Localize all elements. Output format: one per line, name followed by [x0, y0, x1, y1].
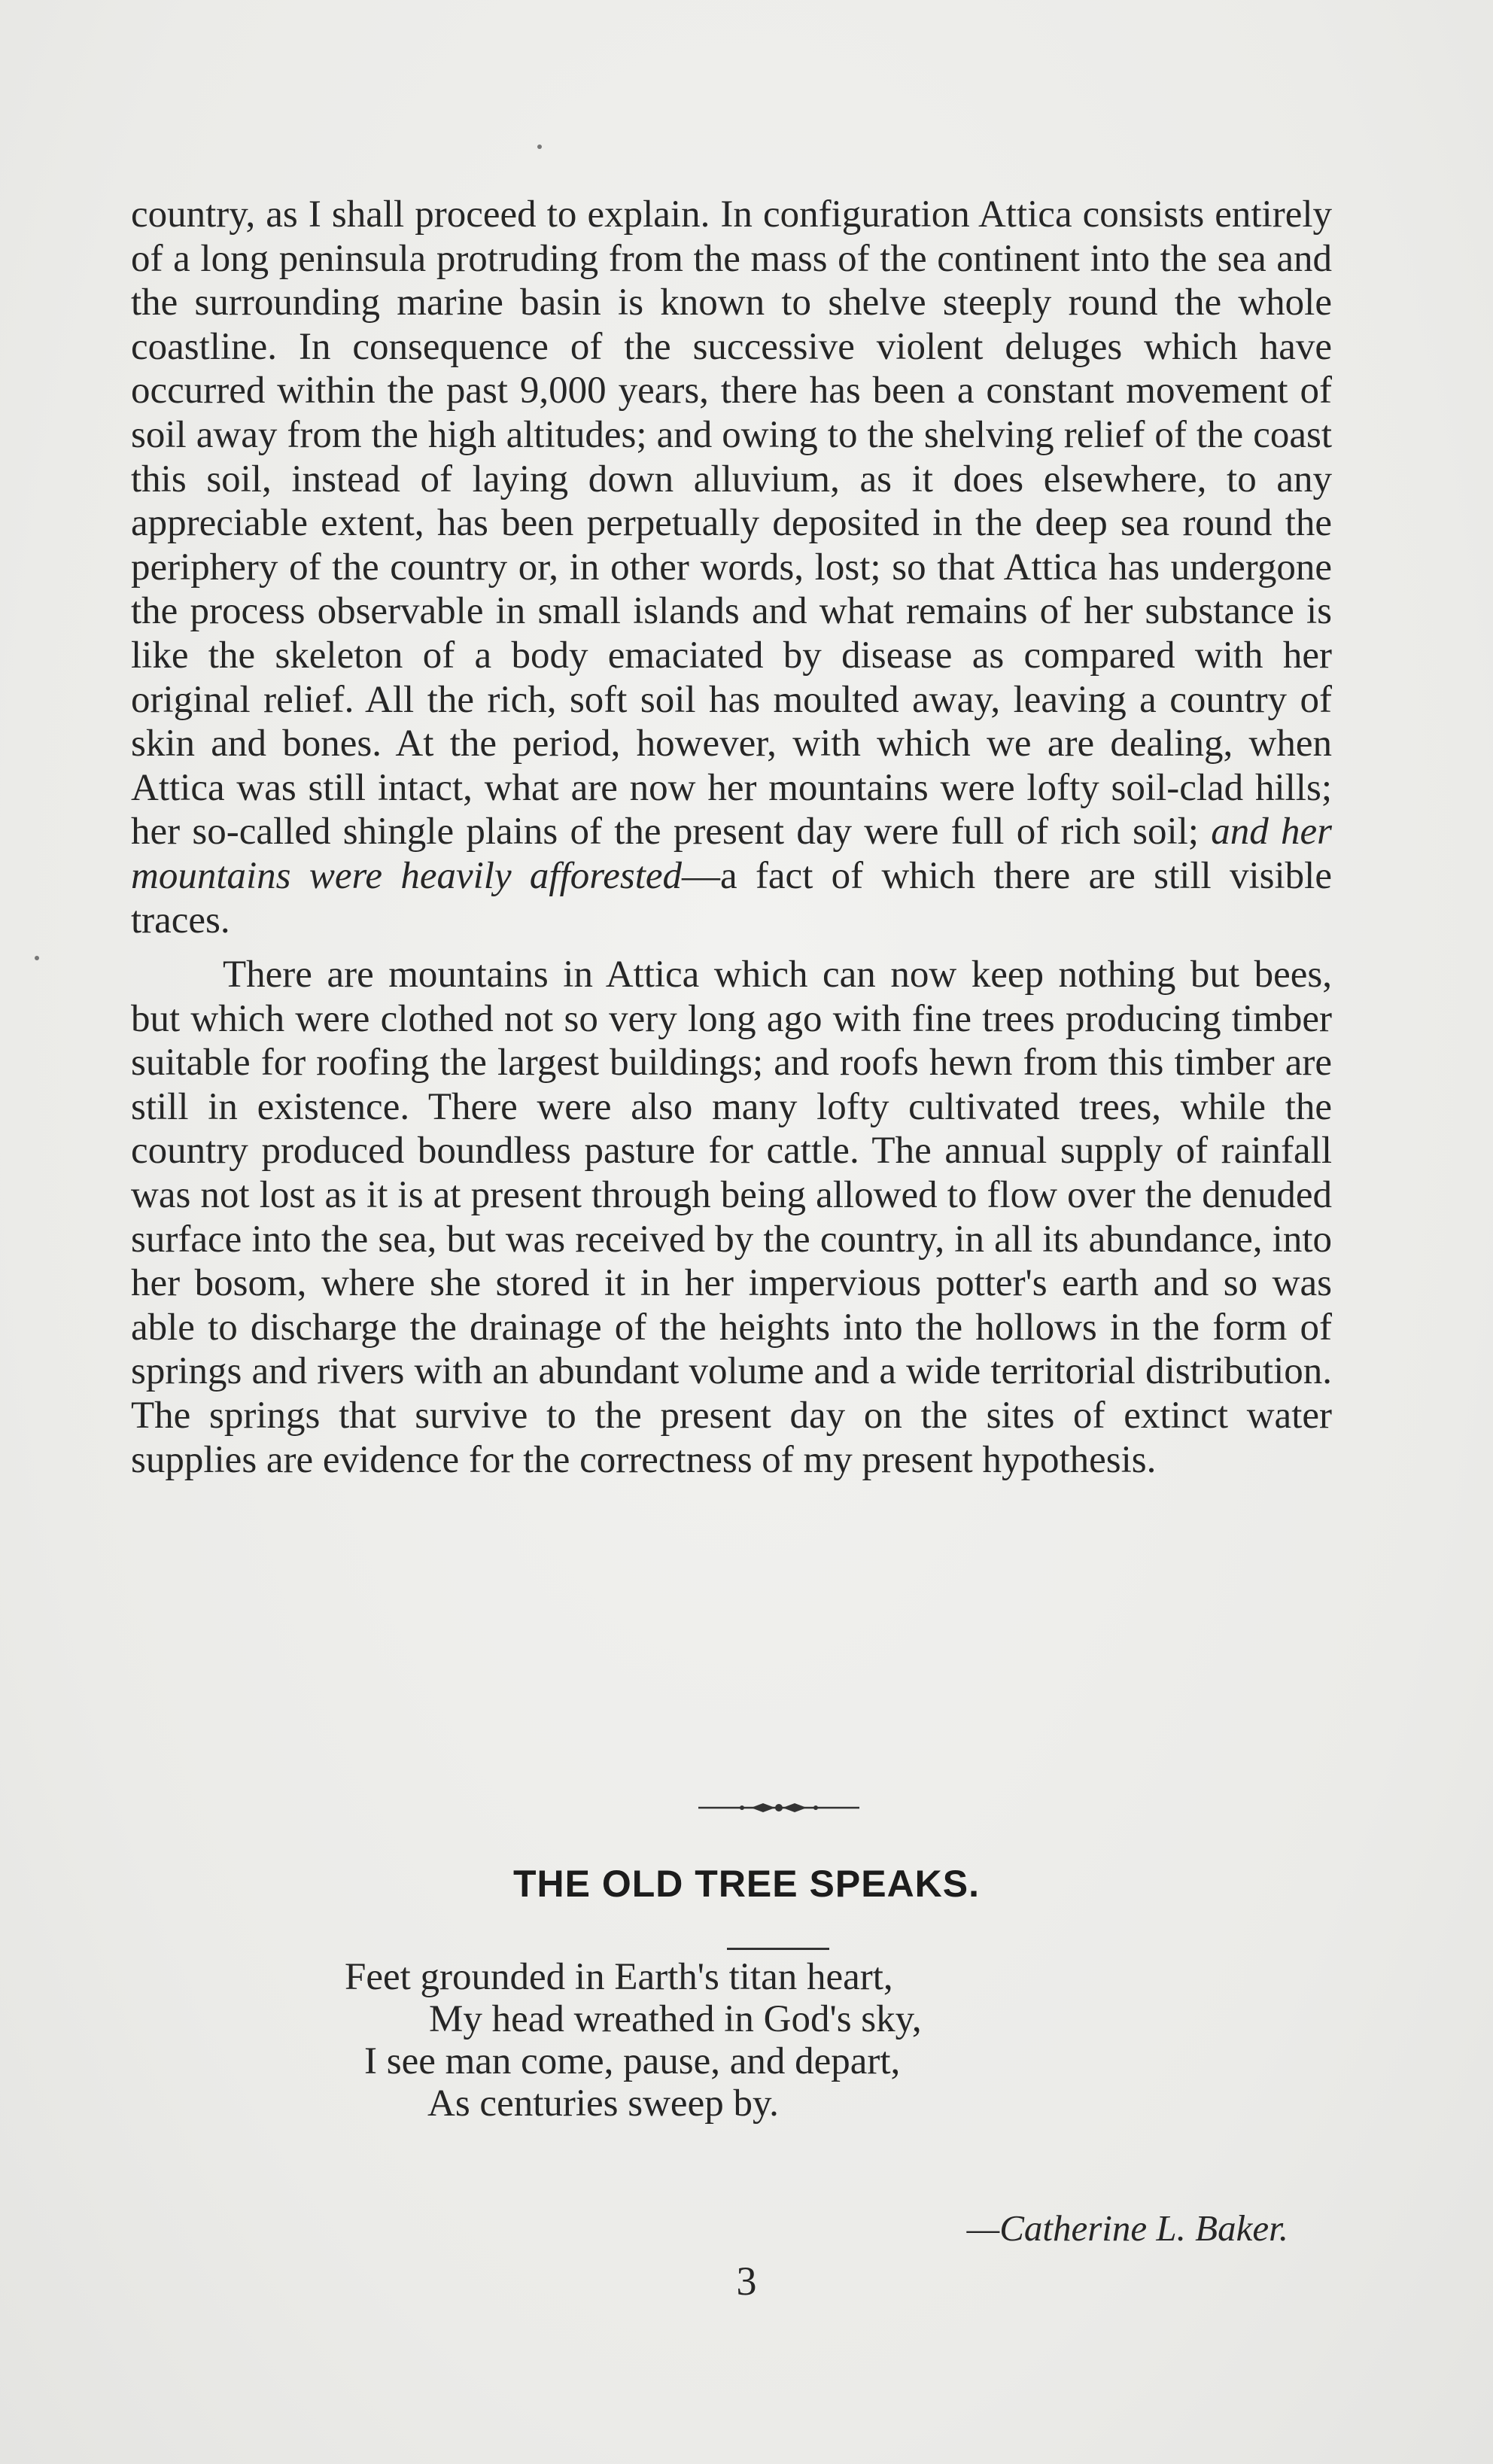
poem-line-1: Feet grounded in Earth's titan heart, [345, 1956, 893, 1998]
poem-attribution: —Catherine L. Baker. [966, 2207, 1288, 2249]
paragraph-1-tail: —a fact of which there are still visible traces. [131, 854, 1332, 941]
stray-ink-mark [35, 956, 39, 960]
paragraph-1 [131, 193, 1332, 942]
paragraph-1-text: country, as I shall proceed to explain. In configuration Attica consists entirely of a long peninsula protruding from the mass of the continent into the sea and the surrounding marine basin is known to shelve steeply round the whole coastline. In consequence of the successive violent deluges which have occurred within the past 9,000 years, there has been a constant movement of soil away from the high altitudes; and owing to the shelving relief of the coast this soil, instead of laying down alluvium, as it does elsewhere, to any appreciable extent, has been perpetually deposited in the deep sea round the periphery of the country or, in other words, lost; so that Attica has undergone the process observable in small islands and what remains of her substance is like the skeleton of a body emaciated by disease as compared with her original relief. All the rich, soft soil has moulted away, leaving a country of skin and bones. At the period, however, with which we are dealing, when Attica was still intact, what are now her mountains were lofty soil-clad hills; her so-called shingle plains of the present day were full of rich soil; [131, 193, 1332, 853]
poem-line-3: I see man come, pause, and depart, [364, 2040, 901, 2082]
ornament-divider-icon [698, 1795, 859, 1821]
title-underline [727, 1948, 829, 1950]
page-number: 3 [736, 2259, 757, 2304]
poem-line-2: My head wreathed in God's sky, [429, 1998, 922, 2040]
stray-ink-mark [537, 144, 542, 149]
poem-title: THE OLD TREE SPEAKS. [512, 1863, 981, 1905]
paragraph-1-italic: and her mountains were heavily afforested [131, 811, 1332, 897]
paragraph-2: There are mountains in Attica which can now keep nothing but bees, but which were clothed not so very long ago with fine trees producing timber suitable for roofing the largest buildings; and roofs hewn from this timber are still in existence. There were also many lofty cultivated trees, while the country produced boundless pasture for cattle. The annual supply of rainfall was not lost as it is at present through being allowed to flow over the denuded surface into the sea, but was received by the country, in all its abundance, into her bosom, where she stored it in her impervious potter's earth and so was able to discharge the drainage of the heights into the hollows in the form of springs and rivers with an abundant volume and a wide territorial distribution. The springs that survive to the present day on the sites of extinct water supplies are evidence for the correctness of my present hypothesis. [131, 954, 1332, 1481]
poem-line-4: As centuries sweep by. [427, 2082, 779, 2125]
body-text [131, 193, 1332, 1482]
